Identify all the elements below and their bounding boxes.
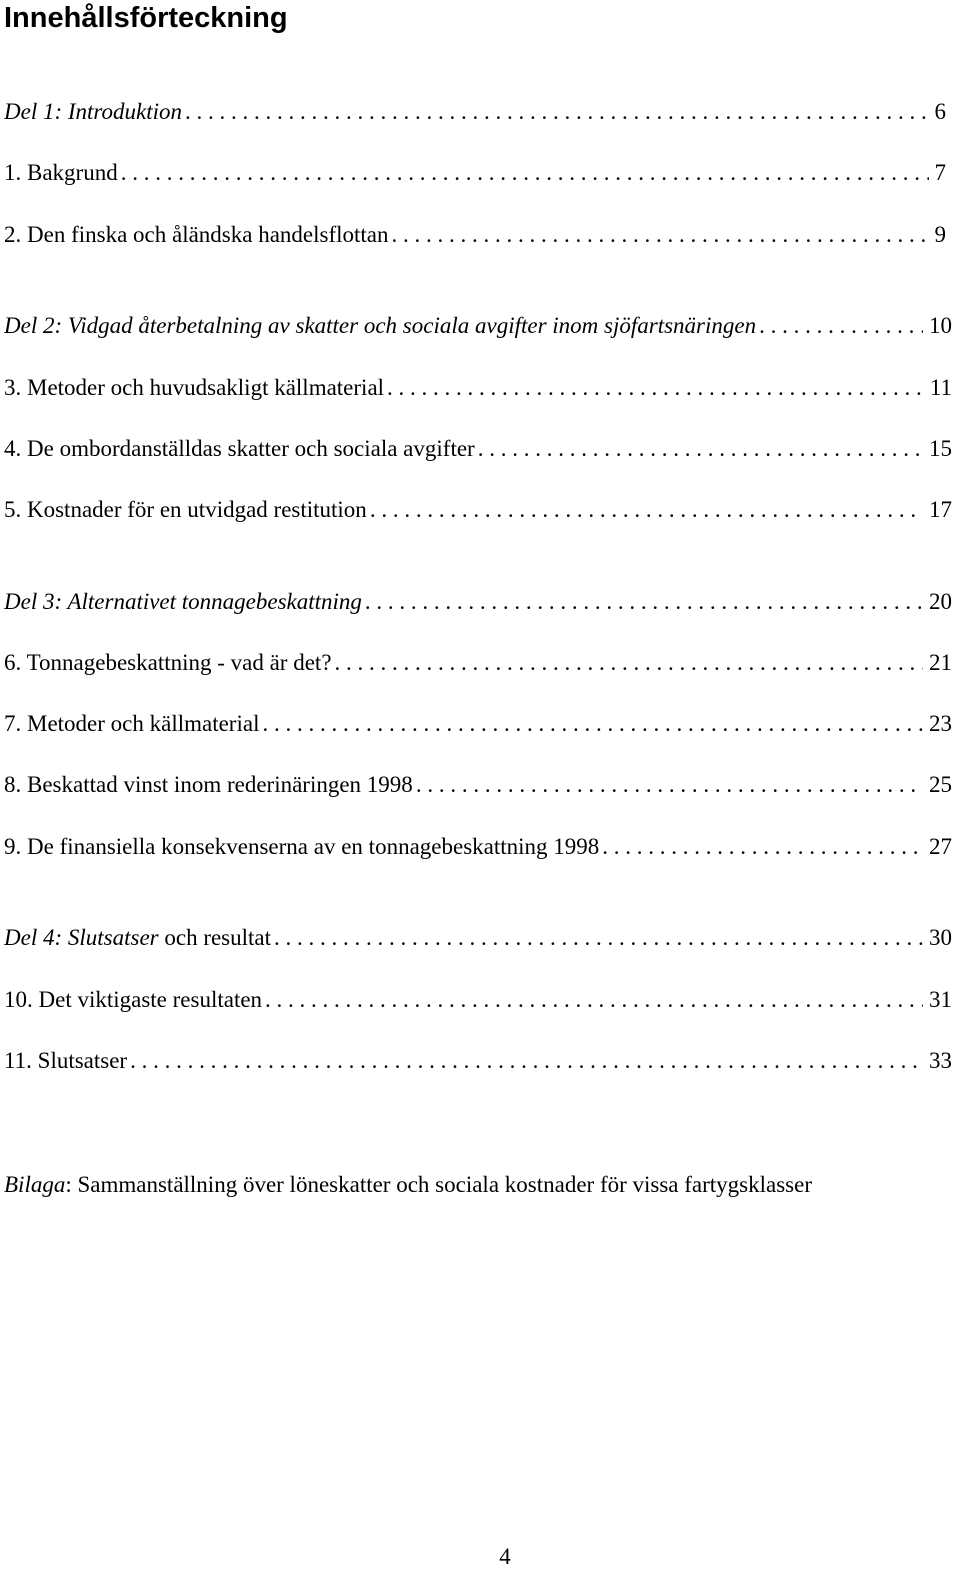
- dot-leader: [121, 158, 929, 188]
- toc-page-number: 20: [929, 589, 952, 614]
- toc-page-number: 23: [929, 711, 952, 736]
- toc-entry-title: 1. Bakgrund: [4, 160, 118, 185]
- toc-entry-chapter-3: [4, 373, 952, 403]
- toc-entry-title: 5. Kostnader för en utvidgad restitution: [4, 497, 367, 522]
- toc-page-number: 9: [934, 222, 946, 247]
- toc-page-number: 7: [934, 160, 946, 185]
- toc-entry-chapter-1: [4, 158, 946, 188]
- toc-entry-chapter-2: [4, 220, 946, 250]
- dot-leader: [759, 311, 923, 341]
- toc-entry-title-rest: och resultat: [158, 925, 272, 950]
- dot-leader: [392, 220, 929, 250]
- dot-leader: [185, 97, 928, 127]
- toc-entry-chapter-5: [4, 495, 952, 525]
- appendix-label: Bilaga: [4, 1172, 66, 1197]
- toc-page-number: 31: [929, 987, 952, 1012]
- page-number: 4: [499, 1544, 511, 1569]
- toc-entry-part-3: [4, 587, 952, 617]
- dot-leader: [265, 985, 923, 1015]
- dot-leader: [416, 770, 923, 800]
- toc-page-number: 15: [929, 436, 952, 461]
- toc-page-number: 17: [929, 497, 952, 522]
- dot-leader: [335, 648, 923, 678]
- toc-page-number: 10: [929, 313, 952, 338]
- dot-leader: [478, 434, 923, 464]
- toc-entry-title: 11. Slutsatser: [4, 1048, 128, 1073]
- toc-page-number: 21: [929, 650, 952, 675]
- toc-entry-title: 7. Metoder och källmaterial: [4, 711, 260, 736]
- dot-leader: [274, 923, 923, 953]
- dot-leader: [602, 832, 923, 862]
- toc-entry-part-4: [4, 923, 952, 953]
- toc-title: Innehållsförteckning: [4, 2, 288, 34]
- toc-entry-title: [4, 923, 271, 953]
- toc-page-number: 30: [929, 925, 952, 950]
- appendix-text: : Sammanställning över löneskatter och sociala kostnader för vissa fartygsklasser: [65, 1172, 813, 1197]
- toc-entry-chapter-9: [4, 832, 952, 862]
- toc-entry-title: Del 3: Alternativet tonnagebeskattning: [4, 589, 362, 614]
- toc-entry-title: 9. De finansiella konsekvenserna av en tonnagebeskattning 1998: [4, 834, 600, 859]
- toc-entry-title: 8. Beskattad vinst inom rederinäringen 1998: [4, 772, 413, 797]
- toc-entry-chapter-7: [4, 709, 952, 739]
- toc-entry-title: 4. De ombordanställdas skatter och sociala avgifter: [4, 436, 475, 461]
- toc-page-number: 25: [929, 772, 952, 797]
- toc-entry-title: 2. Den finska och åländska handelsflottan: [4, 222, 389, 247]
- toc-page-number: 27: [929, 834, 952, 859]
- toc-entry-chapter-10: [4, 985, 952, 1015]
- toc-entry-chapter-8: [4, 770, 952, 800]
- toc-entry-chapter-4: [4, 434, 952, 464]
- toc-entry-chapter-6: [4, 648, 952, 678]
- toc-entry-part-1: [4, 97, 946, 127]
- toc-page-number: 6: [934, 99, 946, 124]
- toc-entry-title: Del 1: Introduktion: [4, 99, 183, 124]
- toc-page-number: 11: [929, 375, 952, 400]
- toc-entry-title: 10. Det viktigaste resultaten: [4, 987, 263, 1012]
- toc-entry-part-2: [4, 311, 952, 341]
- dot-leader: [130, 1046, 923, 1076]
- toc-entry-title: Del 2: Vidgad återbetalning av skatter och sociala avgifter inom sjöfartsnäringen: [4, 313, 757, 338]
- dot-leader: [387, 373, 924, 403]
- toc-entry-title-italic: Del 4: Slutsatser: [4, 925, 159, 950]
- toc-entry-chapter-11: [4, 1046, 952, 1076]
- toc-entry-title: 6. Tonnagebeskattning - vad är det?: [4, 650, 332, 675]
- dot-leader: [370, 495, 923, 525]
- appendix-entry: [4, 1170, 812, 1200]
- dot-leader: [262, 709, 923, 739]
- toc-entry-title: 3. Metoder och huvudsakligt källmaterial: [4, 375, 385, 400]
- toc-page-number: 33: [929, 1048, 952, 1073]
- dot-leader: [365, 587, 923, 617]
